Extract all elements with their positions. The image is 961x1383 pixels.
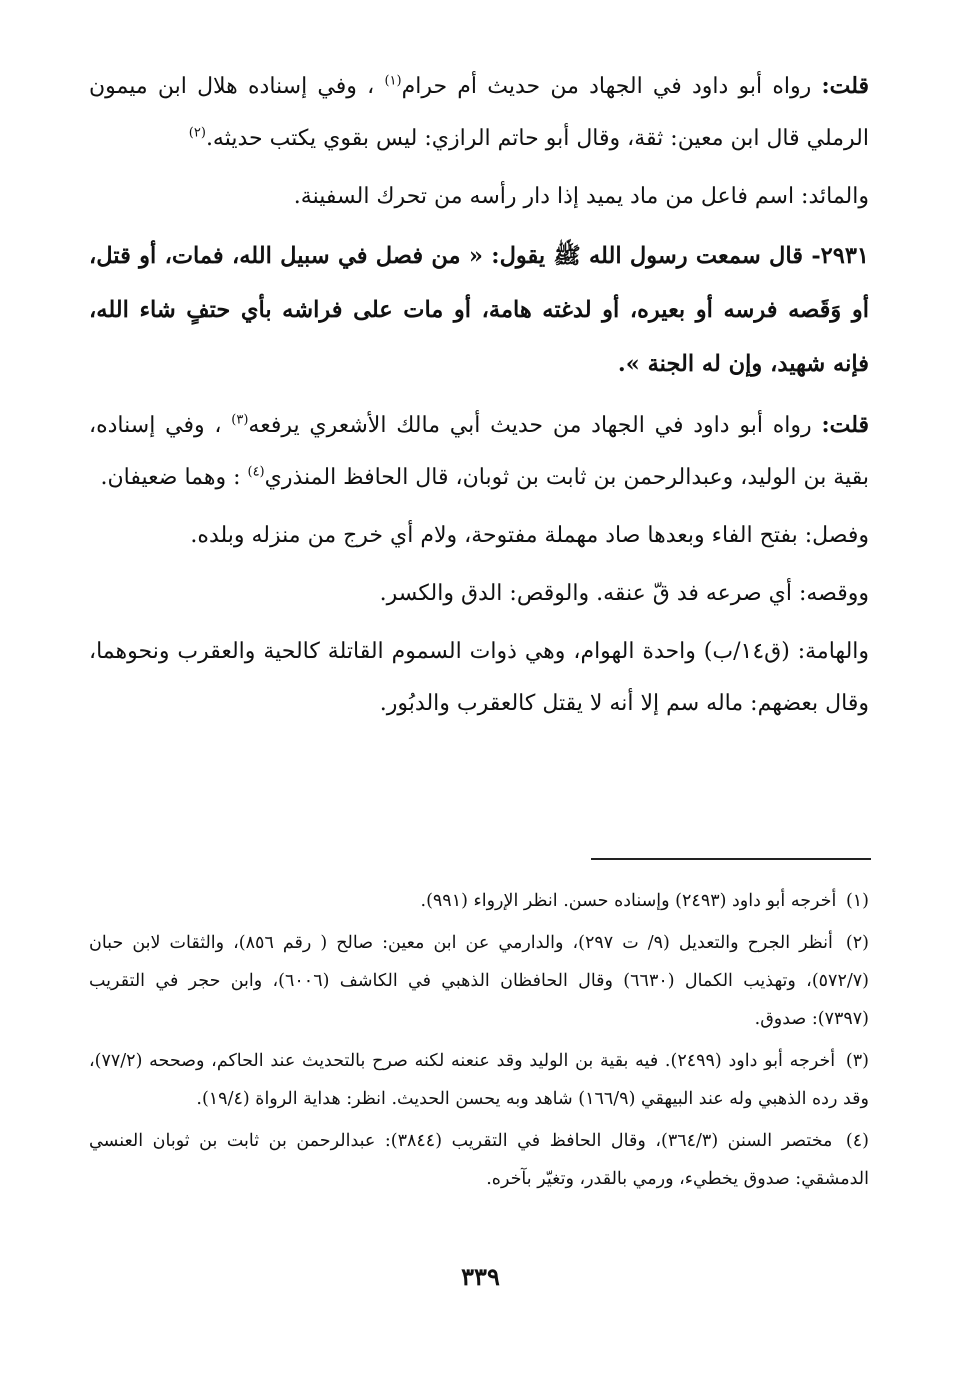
footnotes xyxy=(89,882,869,1202)
paragraph-text: ، وفي إسناده هلال ابن ميمون الرملي قال ابن معين: ثقة، وقال أبو حاتم الرازي: ليس بقوي يكتب حديثه. xyxy=(89,74,869,151)
paragraph-lead: قلت: xyxy=(821,73,869,99)
footnote-text: أخرجه أبو داود (٢٤٩٩). فيه بقية بن الوليد وقد عنعنه لكنه صرح بالتحديث عند الحاكم، وصححه (٧٧/٢)، وقد رده الذهبي وله عند البيهقي (١٦٦/٩) شاهد وبه يحسن الحديث. انظر: هداية الرواة (١٩/٤). xyxy=(89,1051,869,1109)
footnote-ref: (٤) xyxy=(247,464,265,480)
footnote-ref: (٣) xyxy=(231,412,249,428)
hadith-text: ٢٩٣١- قال سمعت رسول الله ﷺ يقول: « من فصل في سبيل الله، فمات، أو قتل، أو وَقَصه فرسه أو بعيره، أو لدغته هامة، أو مات على فراشه بأي حتفٍ شاء الله، فإنه شهيد، وإن له الجنة ». xyxy=(89,243,869,377)
footnote xyxy=(89,924,869,1038)
footnote-separator xyxy=(591,858,871,860)
paragraph-2: والمائد: اسم فاعل من ماد يميد إذا دار رأسه من تحرك السفينة. xyxy=(293,184,869,209)
footnote-number: (٢) xyxy=(845,933,869,953)
footnote xyxy=(89,1122,869,1198)
main-text xyxy=(89,60,869,736)
paragraph-text: ، وفي إسناده، بقية بن الوليد، وعبدالرحمن بن ثابت بن ثوبان، قال الحافظ المنذري xyxy=(89,413,869,490)
paragraph-1 xyxy=(89,60,869,165)
paragraph-6: والهامة: (ق١٤/ب) واحدة الهوام، وهي ذوات السموم القاتلة كالحية والعقرب ونحوهما، وقال بعضهم: ماله سم إلا أنه لا يقتل كالعقرب والدبُور. xyxy=(89,639,870,716)
footnote-text: أنظر الجرح والتعديل (٩/ ت ٢٩٧)، والدارمي عن ابن معين: صالح ( رقم ٨٥٦)، والثقات لابن حبان (٥٧٢/٧)، وتهذيب الكمال (٦٦٣٠) وقال الحافظان الذهبي في الكاشف (٦٠٠٦)، وابن حجر في التقريب (٧٣٩٧): صدوق. xyxy=(89,933,869,1029)
paragraph-text: رواه أبو داود في الجهاد من حديث أم حرام xyxy=(401,74,822,99)
footnote-text: أخرجه أبو داود (٢٤٩٣) وإسناده حسن. انظر الإرواء (٩٩١). xyxy=(420,891,837,911)
footnote-number: (٤) xyxy=(845,1131,869,1151)
footnote-number: (٣) xyxy=(845,1051,869,1071)
footnote-ref: (٢) xyxy=(188,125,206,141)
paragraph-text: رواه أبو داود في الجهاد من حديث أبي مالك الأشعري يرفعه xyxy=(248,413,822,438)
paragraph-3 xyxy=(89,399,869,504)
footnote xyxy=(89,1042,869,1118)
page-number: ٣٣٩ xyxy=(461,1262,500,1291)
footnote-text: مختصر السنن (٣٦٤/٣)، وقال الحافظ في التقريب (٣٨٤٤): عبدالرحمن بن ثابت بن ثوبان العنسي الدمشقي: صدوق يخطيء، ورمي بالقدر، وتغيّر بآخره. xyxy=(89,1131,869,1189)
paragraph-5: ووقصه: أي صرعه فد قّ عنقه. والوقص: الدق والكسر. xyxy=(379,581,869,606)
paragraph-4: وفصل: بفتح الفاء وبعدها صاد مهملة مفتوحة، ولام أي خرج من منزله وبلده. xyxy=(190,523,869,548)
paragraph-lead: قلت: xyxy=(821,412,869,438)
footnote xyxy=(89,882,869,920)
footnote-number: (١) xyxy=(845,891,869,911)
paragraph-text: : وهما ضعيفان. xyxy=(100,465,248,490)
footnote-ref: (١) xyxy=(384,73,402,89)
